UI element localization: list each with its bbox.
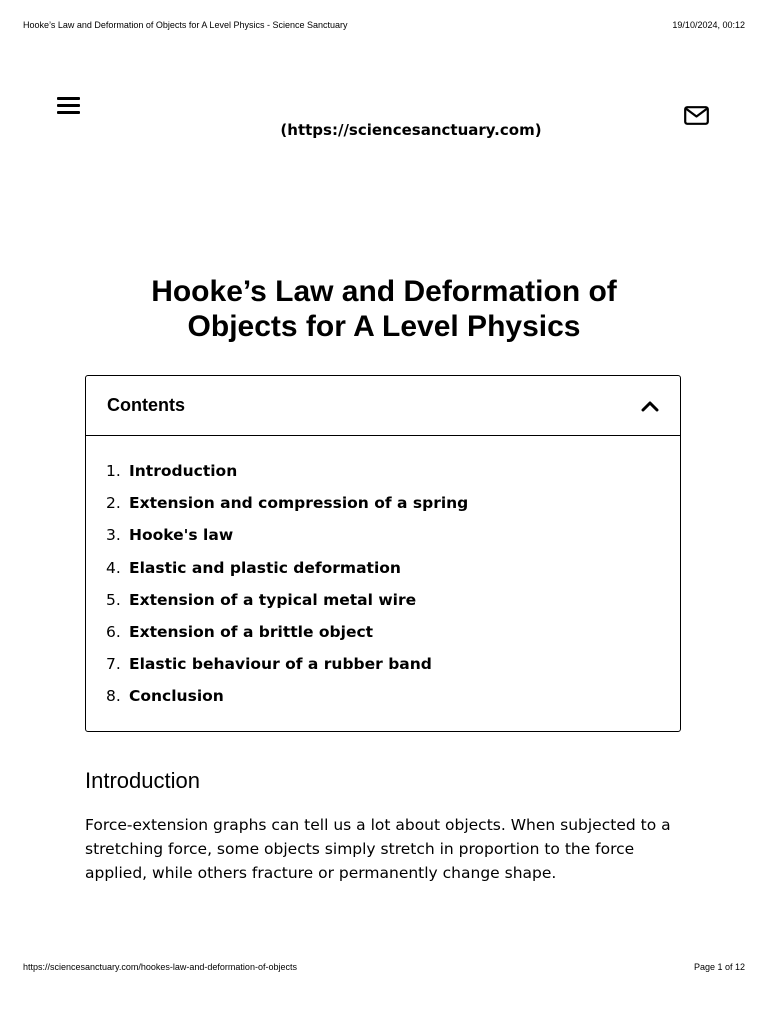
print-footer [23,962,745,972]
print-footer-url: https://sciencesanctuary.com/hookes-law-and-deformation-of-objects [23,962,297,972]
toc-list [86,436,680,713]
toc-header[interactable] [86,376,680,436]
toc-item-rubber-band [106,648,680,680]
toc-item-number: 7. [106,655,121,674]
section-heading-introduction: Introduction [85,768,200,793]
toc-item-extension-compression [106,487,680,519]
intro-paragraph: Force-extension graphs can tell us a lot about objects. When subjected to a stretching force, some objects simply stretch in proportion to the force applied, while others fracture or permanently change shape. [85,816,671,882]
toc-heading: Contents [107,395,185,415]
page-title: Hooke’s Law and Deformation of Objects for A Level Physics [151,275,617,343]
toc-link-hookes-law[interactable]: Hooke's law [129,526,234,545]
toc-item-conclusion [106,680,680,712]
toc-link-brittle-object[interactable]: Extension of a brittle object [129,623,374,642]
print-header-datetime: 19/10/2024, 00:12 [672,20,745,30]
print-header [23,20,745,30]
toc-link-introduction[interactable]: Introduction [129,462,238,481]
toc-item-number: 5. [106,590,121,609]
toc-item-elastic-plastic [106,552,680,584]
chevron-up-icon[interactable] [641,400,659,412]
envelope-icon[interactable] [684,106,709,125]
toc-item-number: 8. [106,687,121,706]
toc-item-number: 1. [106,462,121,481]
print-header-title: Hooke’s Law and Deformation of Objects for A Level Physics - Science Sanctuary [23,20,348,30]
toc-link-elastic-plastic[interactable]: Elastic and plastic deformation [129,558,401,577]
hamburger-menu-icon[interactable] [57,97,80,114]
toc-item-hookes-law [106,519,680,551]
toc-item-number: 4. [106,558,121,577]
toc-item-number: 2. [106,494,121,513]
toc-item-introduction [106,455,680,487]
toc-item-number: 3. [106,526,121,545]
table-of-contents [85,375,681,732]
toc-link-conclusion[interactable]: Conclusion [129,687,224,706]
print-footer-page: Page 1 of 12 [693,962,745,972]
toc-link-extension-compression[interactable]: Extension and compression of a spring [129,494,469,513]
toc-link-rubber-band[interactable]: Elastic behaviour of a rubber band [129,655,432,674]
toc-item-metal-wire [106,584,680,616]
toc-item-brittle-object [106,616,680,648]
toc-item-number: 6. [106,623,121,642]
site-home-link[interactable]: (https://sciencesanctuary.com) [280,121,542,139]
toc-link-metal-wire[interactable]: Extension of a typical metal wire [129,590,417,609]
